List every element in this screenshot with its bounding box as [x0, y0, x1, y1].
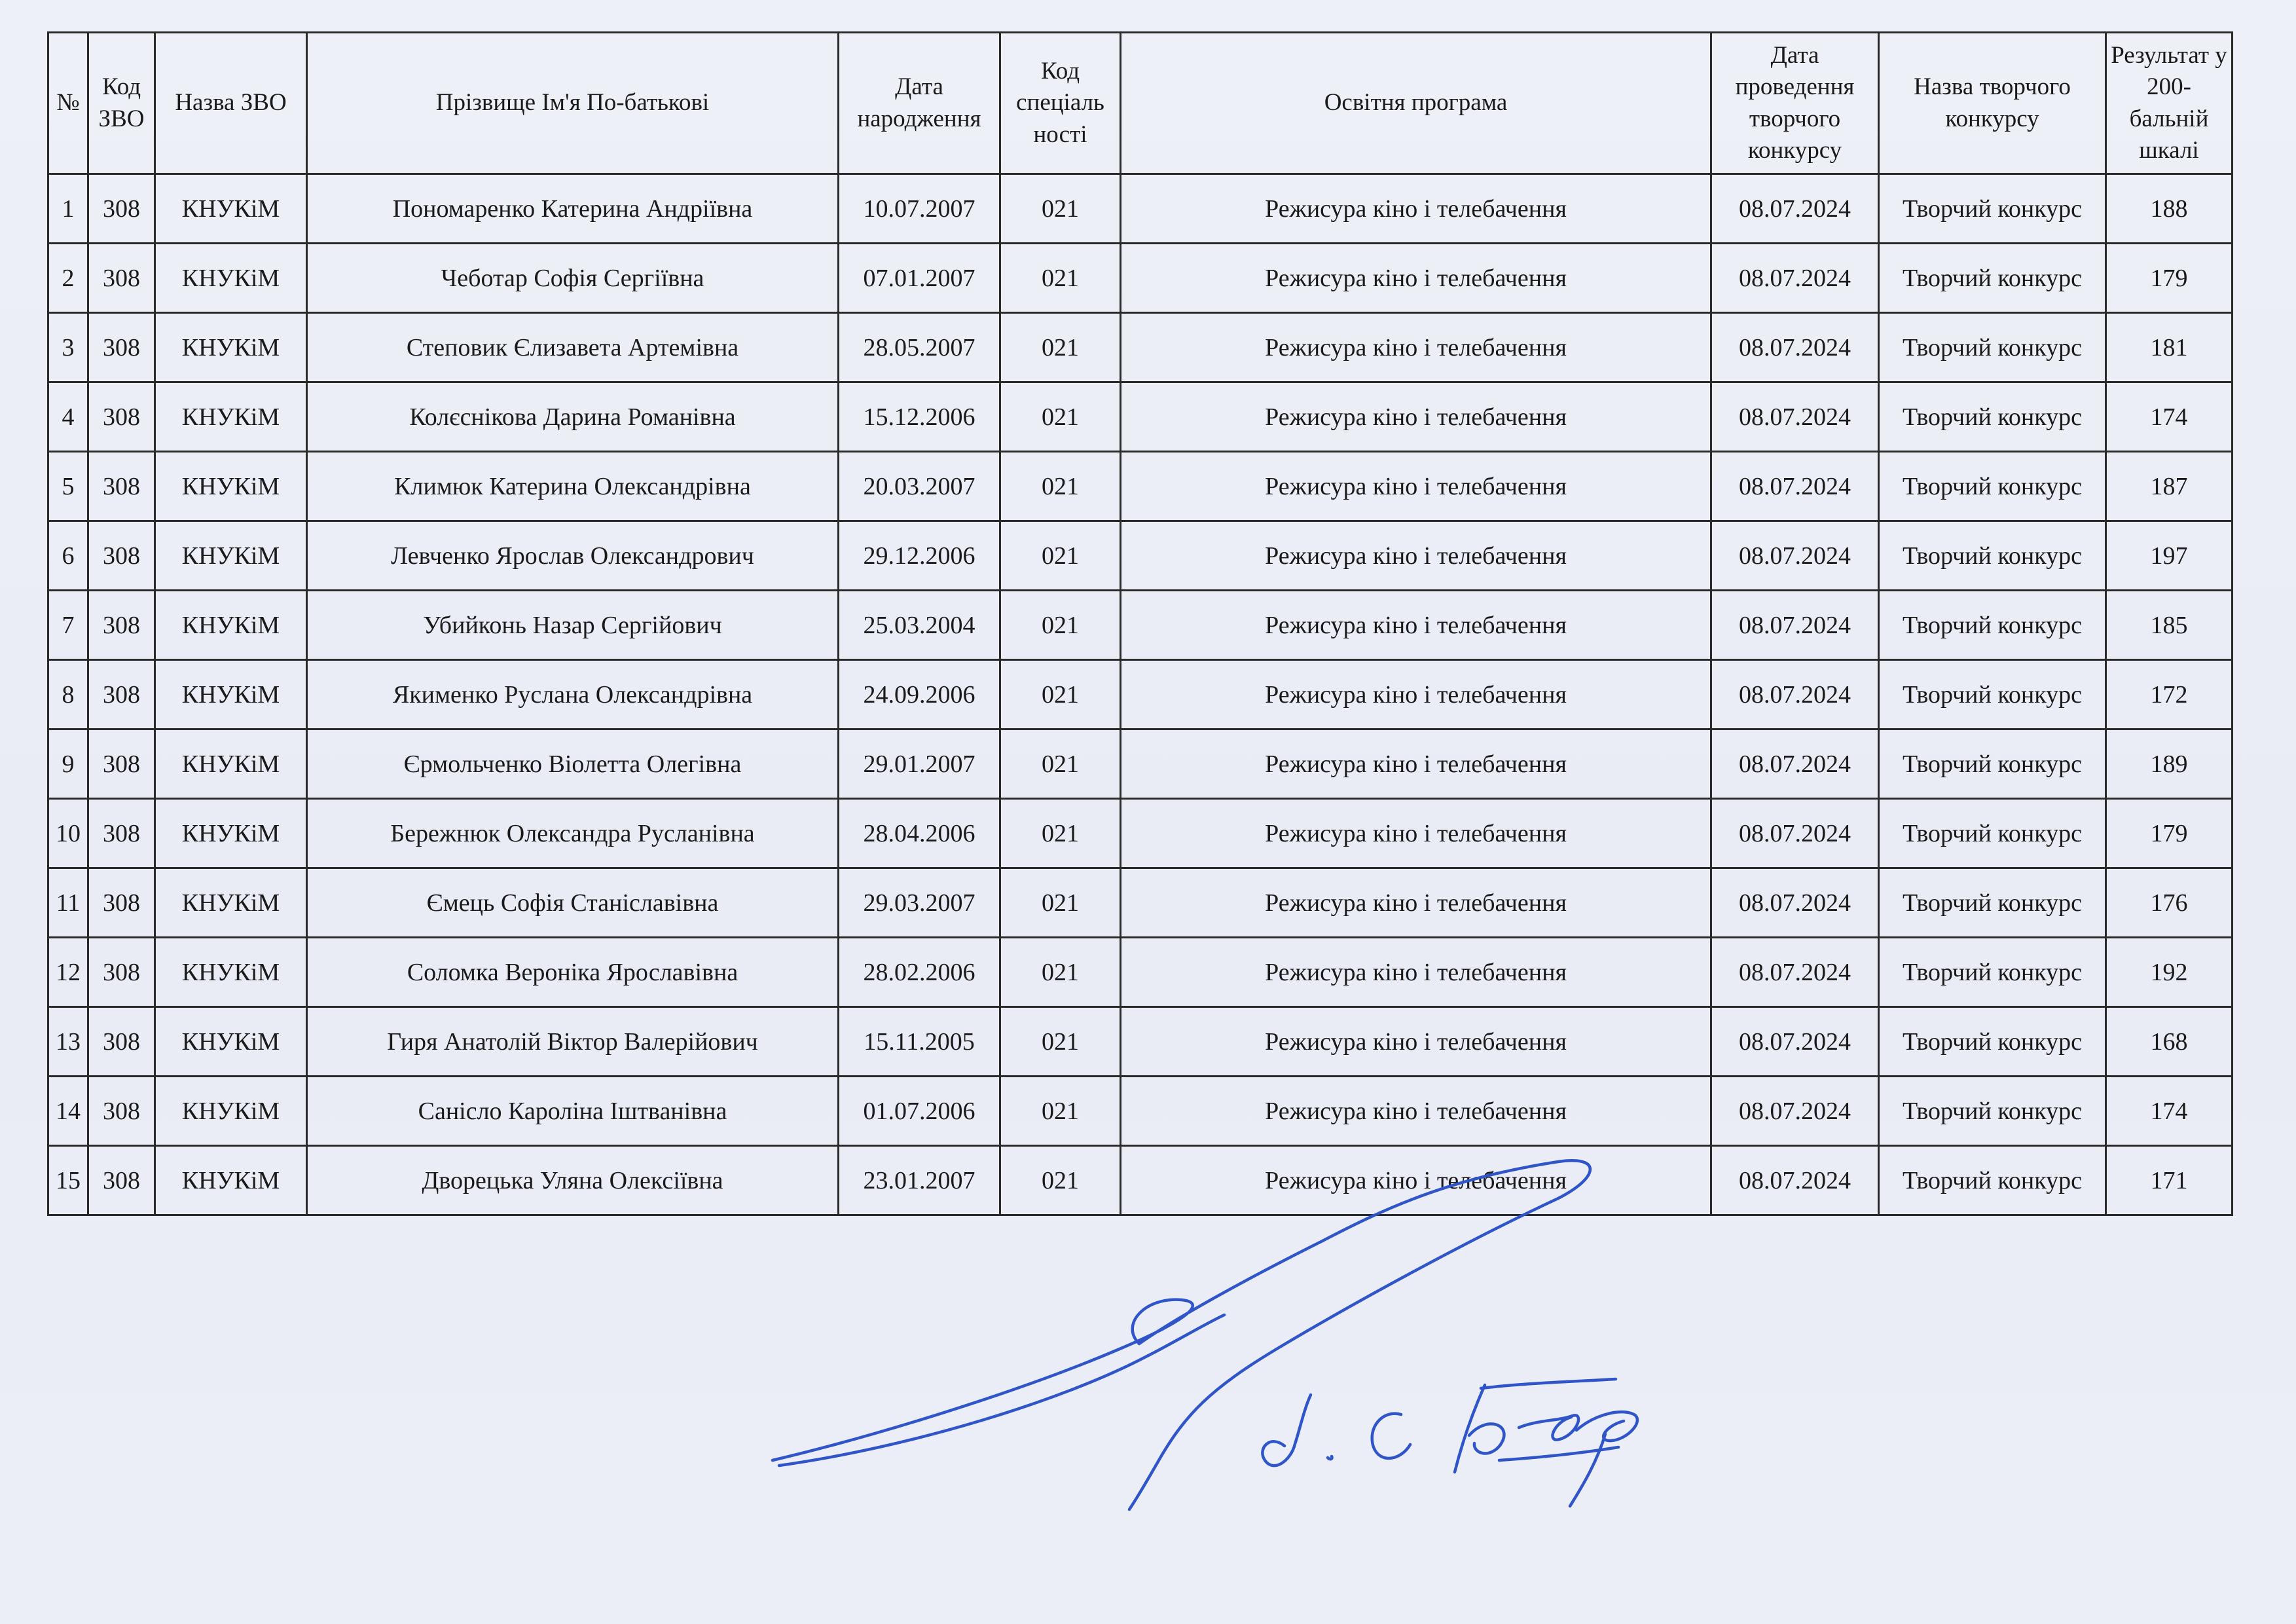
cell-specialty-code: 021	[1000, 868, 1121, 938]
cell-specialty-code: 021	[1000, 729, 1121, 799]
cell-institution-name: КНУКіМ	[155, 244, 307, 313]
cell-educational-program: Режисура кіно і телебачення	[1121, 452, 1711, 521]
cell-educational-program: Режисура кіно і телебачення	[1121, 1077, 1711, 1146]
cell-full-name: Пономаренко Катерина Андріївна	[307, 174, 839, 244]
cell-institution-code: 308	[88, 591, 155, 660]
cell-educational-program: Режисура кіно і телебачення	[1121, 729, 1711, 799]
cell-result: 197	[2106, 521, 2232, 591]
cell-number: 10	[48, 799, 88, 868]
header-contest-date: Дата проведення творчого конкурсу	[1711, 33, 1879, 174]
cell-birth-date: 29.12.2006	[839, 521, 1000, 591]
cell-contest-name: Творчий конкурс	[1879, 868, 2106, 938]
cell-institution-name: КНУКіМ	[155, 174, 307, 244]
cell-contest-date: 08.07.2024	[1711, 1146, 1879, 1215]
cell-educational-program: Режисура кіно і телебачення	[1121, 174, 1711, 244]
table-row	[48, 591, 2232, 660]
cell-full-name: Степовик Єлизавета Артемівна	[307, 313, 839, 382]
cell-contest-name: Творчий конкурс	[1879, 521, 2106, 591]
cell-number: 9	[48, 729, 88, 799]
cell-full-name: Убийконь Назар Сергійович	[307, 591, 839, 660]
header-number: №	[48, 33, 88, 174]
cell-educational-program: Режисура кіно і телебачення	[1121, 868, 1711, 938]
cell-full-name: Левченко Ярослав Олександрович	[307, 521, 839, 591]
cell-contest-name: Творчий конкурс	[1879, 382, 2106, 452]
cell-institution-name: КНУКіМ	[155, 591, 307, 660]
table-row	[48, 313, 2232, 382]
cell-contest-date: 08.07.2024	[1711, 244, 1879, 313]
cell-birth-date: 01.07.2006	[839, 1077, 1000, 1146]
results-table	[47, 31, 2233, 1216]
table-row	[48, 244, 2232, 313]
cell-contest-date: 08.07.2024	[1711, 729, 1879, 799]
cell-contest-date: 08.07.2024	[1711, 1077, 1879, 1146]
cell-institution-name: КНУКіМ	[155, 452, 307, 521]
table-row	[48, 729, 2232, 799]
handwritten-signature	[753, 1153, 1735, 1545]
cell-full-name: Бережнюк Олександра Русланівна	[307, 799, 839, 868]
cell-number: 13	[48, 1007, 88, 1077]
cell-contest-name: Творчий конкурс	[1879, 938, 2106, 1007]
cell-institution-code: 308	[88, 660, 155, 729]
cell-number: 6	[48, 521, 88, 591]
cell-institution-code: 308	[88, 382, 155, 452]
cell-institution-name: КНУКіМ	[155, 729, 307, 799]
cell-institution-code: 308	[88, 521, 155, 591]
cell-educational-program: Режисура кіно і телебачення	[1121, 382, 1711, 452]
cell-institution-code: 308	[88, 1077, 155, 1146]
header-educational-program: Освітня програма	[1121, 33, 1711, 174]
cell-institution-code: 308	[88, 1007, 155, 1077]
cell-result: 171	[2106, 1146, 2232, 1215]
cell-contest-name: Творчий конкурс	[1879, 452, 2106, 521]
cell-contest-date: 08.07.2024	[1711, 452, 1879, 521]
cell-educational-program: Режисура кіно і телебачення	[1121, 1146, 1711, 1215]
cell-specialty-code: 021	[1000, 174, 1121, 244]
cell-contest-name: Творчий конкурс	[1879, 729, 2106, 799]
cell-number: 1	[48, 174, 88, 244]
table-row	[48, 660, 2232, 729]
cell-number: 7	[48, 591, 88, 660]
cell-contest-name: Творчий конкурс	[1879, 799, 2106, 868]
cell-educational-program: Режисура кіно і телебачення	[1121, 313, 1711, 382]
cell-birth-date: 29.03.2007	[839, 868, 1000, 938]
cell-contest-date: 08.07.2024	[1711, 521, 1879, 591]
cell-contest-name: Творчий конкурс	[1879, 1007, 2106, 1077]
header-row	[48, 33, 2232, 174]
header-specialty-code: Код спеціаль ності	[1000, 33, 1121, 174]
header-contest-name: Назва творчого конкурсу	[1879, 33, 2106, 174]
cell-birth-date: 25.03.2004	[839, 591, 1000, 660]
cell-institution-code: 308	[88, 938, 155, 1007]
cell-institution-name: КНУКіМ	[155, 660, 307, 729]
cell-result: 192	[2106, 938, 2232, 1007]
cell-contest-date: 08.07.2024	[1711, 382, 1879, 452]
cell-institution-name: КНУКіМ	[155, 313, 307, 382]
cell-contest-name: Творчий конкурс	[1879, 1146, 2106, 1215]
table-row	[48, 174, 2232, 244]
cell-specialty-code: 021	[1000, 521, 1121, 591]
cell-institution-code: 308	[88, 313, 155, 382]
cell-educational-program: Режисура кіно і телебачення	[1121, 244, 1711, 313]
cell-educational-program: Режисура кіно і телебачення	[1121, 660, 1711, 729]
cell-number: 4	[48, 382, 88, 452]
cell-birth-date: 29.01.2007	[839, 729, 1000, 799]
cell-birth-date: 20.03.2007	[839, 452, 1000, 521]
cell-number: 12	[48, 938, 88, 1007]
cell-birth-date: 24.09.2006	[839, 660, 1000, 729]
cell-contest-name: Творчий конкурс	[1879, 591, 2106, 660]
cell-contest-date: 08.07.2024	[1711, 868, 1879, 938]
cell-result: 188	[2106, 174, 2232, 244]
cell-result: 172	[2106, 660, 2232, 729]
cell-result: 174	[2106, 382, 2232, 452]
cell-contest-date: 08.07.2024	[1711, 660, 1879, 729]
cell-contest-date: 08.07.2024	[1711, 1007, 1879, 1077]
cell-educational-program: Режисура кіно і телебачення	[1121, 799, 1711, 868]
cell-number: 8	[48, 660, 88, 729]
cell-specialty-code: 021	[1000, 452, 1121, 521]
cell-full-name: Дворецька Уляна Олексіївна	[307, 1146, 839, 1215]
cell-birth-date: 10.07.2007	[839, 174, 1000, 244]
table-row	[48, 1077, 2232, 1146]
cell-institution-code: 308	[88, 868, 155, 938]
cell-contest-date: 08.07.2024	[1711, 591, 1879, 660]
cell-result: 176	[2106, 868, 2232, 938]
cell-institution-name: КНУКіМ	[155, 938, 307, 1007]
cell-result: 174	[2106, 1077, 2232, 1146]
cell-full-name: Якименко Руслана Олександрівна	[307, 660, 839, 729]
cell-result: 168	[2106, 1007, 2232, 1077]
cell-educational-program: Режисура кіно і телебачення	[1121, 938, 1711, 1007]
cell-birth-date: 28.02.2006	[839, 938, 1000, 1007]
cell-specialty-code: 021	[1000, 1146, 1121, 1215]
cell-result: 187	[2106, 452, 2232, 521]
cell-number: 2	[48, 244, 88, 313]
table-row	[48, 382, 2232, 452]
cell-institution-name: КНУКіМ	[155, 521, 307, 591]
cell-birth-date: 15.12.2006	[839, 382, 1000, 452]
cell-full-name: Чеботар Софія Сергіївна	[307, 244, 839, 313]
cell-contest-name: Творчий конкурс	[1879, 660, 2106, 729]
cell-contest-name: Творчий конкурс	[1879, 244, 2106, 313]
cell-result: 185	[2106, 591, 2232, 660]
cell-full-name: Ємець Софія Станіславівна	[307, 868, 839, 938]
cell-result: 189	[2106, 729, 2232, 799]
table-row	[48, 452, 2232, 521]
cell-full-name: Колєснікова Дарина Романівна	[307, 382, 839, 452]
cell-contest-name: Творчий конкурс	[1879, 174, 2106, 244]
cell-full-name: Гиря Анатолій Віктор Валерійович	[307, 1007, 839, 1077]
cell-birth-date: 28.04.2006	[839, 799, 1000, 868]
table-row	[48, 1007, 2232, 1077]
cell-specialty-code: 021	[1000, 799, 1121, 868]
cell-number: 11	[48, 868, 88, 938]
table-row	[48, 938, 2232, 1007]
cell-full-name: Єрмольченко Віолетта Олегівна	[307, 729, 839, 799]
cell-number: 3	[48, 313, 88, 382]
cell-full-name: Соломка Вероніка Ярославівна	[307, 938, 839, 1007]
cell-institution-code: 308	[88, 452, 155, 521]
cell-educational-program: Режисура кіно і телебачення	[1121, 1007, 1711, 1077]
cell-institution-code: 308	[88, 1146, 155, 1215]
header-institution-code: Код ЗВО	[88, 33, 155, 174]
cell-institution-name: КНУКіМ	[155, 1077, 307, 1146]
cell-specialty-code: 021	[1000, 1007, 1121, 1077]
cell-full-name: Климюк Катерина Олександрівна	[307, 452, 839, 521]
cell-institution-name: КНУКіМ	[155, 799, 307, 868]
cell-institution-name: КНУКіМ	[155, 1007, 307, 1077]
cell-institution-code: 308	[88, 244, 155, 313]
table-body	[48, 174, 2232, 1215]
cell-institution-code: 308	[88, 174, 155, 244]
cell-number: 15	[48, 1146, 88, 1215]
cell-result: 181	[2106, 313, 2232, 382]
cell-contest-name: Творчий конкурс	[1879, 313, 2106, 382]
cell-institution-code: 308	[88, 799, 155, 868]
table-row	[48, 521, 2232, 591]
cell-full-name: Санісло Кароліна Іштванівна	[307, 1077, 839, 1146]
cell-contest-date: 08.07.2024	[1711, 799, 1879, 868]
cell-specialty-code: 021	[1000, 382, 1121, 452]
cell-specialty-code: 021	[1000, 660, 1121, 729]
table-row	[48, 868, 2232, 938]
header-birth-date: Дата народження	[839, 33, 1000, 174]
cell-number: 5	[48, 452, 88, 521]
cell-number: 14	[48, 1077, 88, 1146]
cell-birth-date: 28.05.2007	[839, 313, 1000, 382]
cell-specialty-code: 021	[1000, 313, 1121, 382]
cell-institution-name: КНУКіМ	[155, 1146, 307, 1215]
cell-specialty-code: 021	[1000, 1077, 1121, 1146]
cell-specialty-code: 021	[1000, 591, 1121, 660]
cell-birth-date: 07.01.2007	[839, 244, 1000, 313]
cell-institution-code: 308	[88, 729, 155, 799]
header-result: Результат у 200-бальній шкалі	[2106, 33, 2232, 174]
cell-specialty-code: 021	[1000, 938, 1121, 1007]
cell-birth-date: 23.01.2007	[839, 1146, 1000, 1215]
cell-educational-program: Режисура кіно і телебачення	[1121, 521, 1711, 591]
cell-result: 179	[2106, 244, 2232, 313]
header-full-name: Прізвище Ім'я По-батькові	[307, 33, 839, 174]
cell-institution-name: КНУКіМ	[155, 382, 307, 452]
cell-contest-date: 08.07.2024	[1711, 174, 1879, 244]
cell-institution-name: КНУКіМ	[155, 868, 307, 938]
table-row	[48, 799, 2232, 868]
cell-birth-date: 15.11.2005	[839, 1007, 1000, 1077]
cell-result: 179	[2106, 799, 2232, 868]
cell-contest-date: 08.07.2024	[1711, 313, 1879, 382]
header-institution-name: Назва ЗВО	[155, 33, 307, 174]
cell-contest-name: Творчий конкурс	[1879, 1077, 2106, 1146]
cell-contest-date: 08.07.2024	[1711, 938, 1879, 1007]
cell-specialty-code: 021	[1000, 244, 1121, 313]
cell-educational-program: Режисура кіно і телебачення	[1121, 591, 1711, 660]
